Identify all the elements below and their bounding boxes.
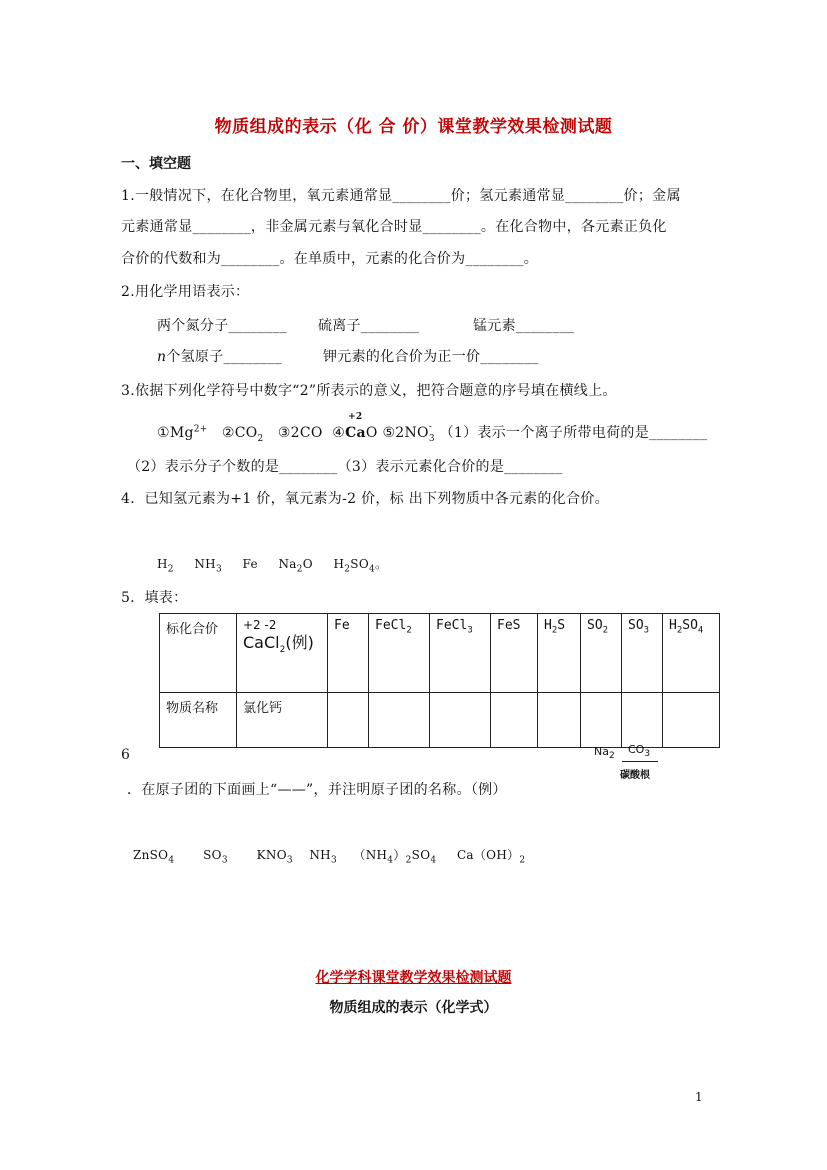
q2-item-d-text: 个氢原子________ <box>166 349 282 365</box>
example-name-cell: 氯化钙 <box>237 693 328 748</box>
q3-opt5: $⑤2NO_3$ - <box>382 422 435 444</box>
table-row <box>160 693 720 748</box>
q5-stem: 5．填表： <box>121 590 188 606</box>
section-heading: 一、填空题 <box>121 156 191 172</box>
q2-item-c: 锰元素________ <box>473 318 575 334</box>
q3-options <box>157 412 708 444</box>
q3-stem: 3.依据下列化学符号中数字“2”所表示的意义，把符合题意的序号填在横线上。 <box>121 383 617 399</box>
table-cell[interactable]: $SO_2$ <box>581 614 622 693</box>
q1-line3: 合价的代数和为________。在单质中，元素的化合价为________。 <box>121 251 539 267</box>
table-row <box>160 614 720 693</box>
q6-stem: ．在原子团的下面画上“——”，并注明原子团的名称。（例） <box>127 782 507 798</box>
example-formula: CaCl$_2$(例) <box>243 633 314 656</box>
q2-stem: 2.用化学用语表示： <box>121 284 250 300</box>
table-cell[interactable]: FeCl$_2$ <box>369 614 430 693</box>
table-cell[interactable] <box>369 693 430 748</box>
q6-formulas: ZnSO$_4$ $SO_3$ $KNO_3$ $NH_3$ $(NH_4)_2SO_4$ $Ca(OH)_2$ <box>133 848 526 866</box>
q2-item-a: 两个氮分子________ <box>157 318 287 334</box>
q3-opt2: $②CO_2$ <box>221 425 264 444</box>
q4-formulas: $H_2$ $NH_3$ Fe $Na_2O$ $H_2SO_4$。 <box>157 557 388 575</box>
q4-stem: 4．已知氢元素为+1 价，氧元素为-2 价，标 出下列物质中各元素的化合价。 <box>121 491 609 507</box>
q3-opt4: ④ +2 CaO <box>332 412 378 441</box>
q6-example-na: $Na_2$ <box>594 745 615 762</box>
table-cell[interactable] <box>538 693 581 748</box>
page-title: 物质组成的表示（化 合 价）课堂教学效果检测试题 <box>214 117 613 137</box>
q3-opt1: $①Mg^{2+}$ <box>157 424 208 441</box>
table-cell[interactable]: FeCl$_3$ <box>430 614 491 693</box>
q6-example-label: 碳酸根 <box>620 770 650 781</box>
example-cell: +2 -2 CaCl$_2$(例) <box>237 614 328 693</box>
next-test-title: 化学学科课堂教学效果检测试题 <box>315 970 512 986</box>
q2-item-e: 钾元素的化合价为正一价________ <box>323 349 539 365</box>
valence-table <box>159 613 720 748</box>
q2-item-d <box>157 346 282 366</box>
q3-sub2: （2）表示分子个数的是________（3）表示元素化合价的是________ <box>127 459 563 475</box>
next-test-subtitle: 物质组成的表示（化学式） <box>329 1000 498 1016</box>
q2-item-b: 硫离子________ <box>318 318 420 334</box>
table-cell[interactable]: $SO_3$ <box>622 614 663 693</box>
table-cell[interactable]: $H_2S$ <box>538 614 581 693</box>
q3-sub1: （1）表示一个离子所带电荷的是________ <box>439 425 708 441</box>
table-cell[interactable] <box>622 693 663 748</box>
row-header: 标化合价 <box>160 614 237 693</box>
table-cell[interactable] <box>328 693 369 748</box>
table-cell[interactable] <box>663 693 720 748</box>
table-cell[interactable]: FeS <box>491 614 538 693</box>
table-cell[interactable] <box>430 693 491 748</box>
q6-number: 6 <box>121 747 131 763</box>
q1-line1: 1.一般情况下，在化合物里，氧元素通常显________价；氢元素通常显________价；金属 <box>121 188 681 204</box>
q6-example-co3: $CO_3$ <box>628 743 651 760</box>
row-header: 物质名称 <box>160 693 237 748</box>
table-cell[interactable]: Fe <box>328 614 369 693</box>
table-cell[interactable] <box>581 693 622 748</box>
table-cell[interactable] <box>491 693 538 748</box>
q3-opt3: ③2CO <box>277 425 323 441</box>
q2-n-var: n <box>157 349 167 365</box>
page-number: 1 <box>695 1090 703 1104</box>
table-cell[interactable]: $H_2SO_4$ <box>663 614 720 693</box>
q1-line2: 元素通常显________，非金属元素与氧化合时显________。在化合物中，各元素正负化 <box>121 219 667 235</box>
q6-example <box>590 743 670 787</box>
